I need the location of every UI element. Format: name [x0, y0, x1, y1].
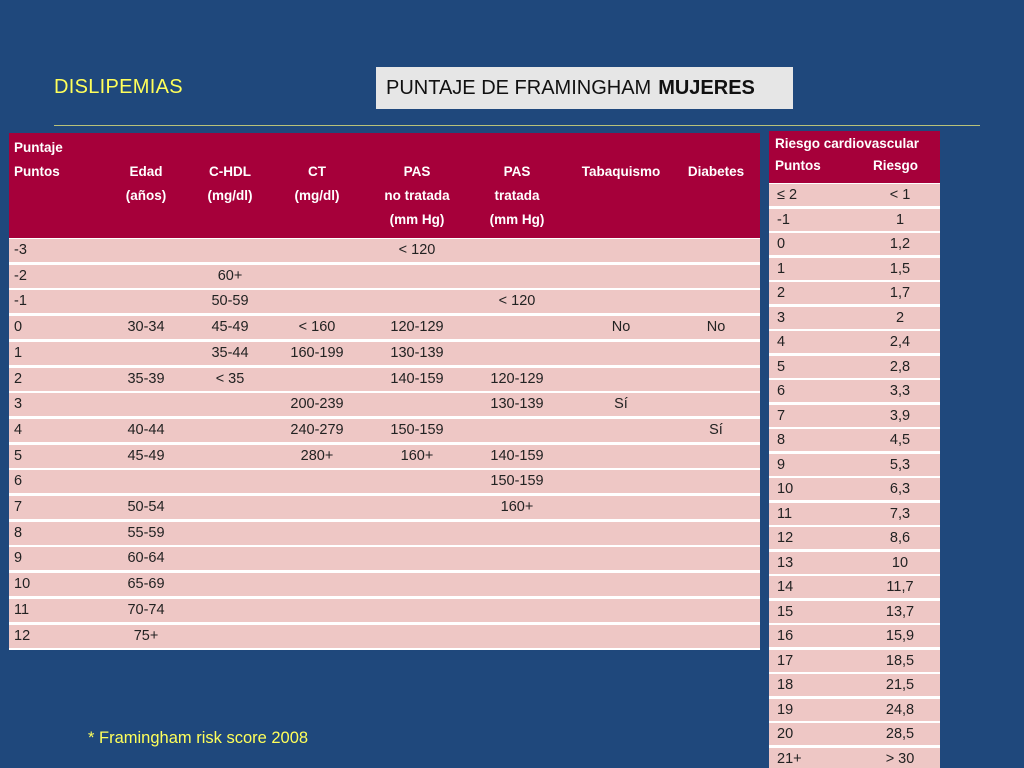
cell-ct: 240-279	[290, 421, 344, 438]
cell-risk-riesgo: < 1	[889, 187, 911, 203]
table-row	[769, 282, 940, 304]
cell-diabetes: Sí	[709, 421, 723, 438]
cell-ct: 280+	[300, 447, 334, 464]
cell-tabaquismo: No	[611, 319, 631, 336]
cell-pas-tratada: 120-129	[490, 370, 544, 387]
cell-risk-puntos: 6	[777, 383, 786, 399]
cell-edad: 70-74	[127, 601, 165, 618]
cell-edad: 60-64	[127, 550, 165, 567]
table-row	[769, 454, 940, 476]
header-pas-tratada-sub: tratada	[494, 188, 540, 203]
cell-chdl: 35-44	[211, 344, 249, 361]
cell-pas-tratada: 160+	[500, 499, 534, 515]
cell-edad: 50-54	[127, 499, 165, 515]
cell-risk-puntos: 7	[777, 407, 786, 424]
cell-puntos: 2	[14, 370, 23, 387]
cell-pas-no-tratada: < 120	[398, 242, 436, 258]
table-row	[9, 290, 760, 313]
table-row	[9, 368, 760, 391]
table-row	[769, 601, 940, 623]
header-tabaquismo: Tabaquismo	[581, 164, 661, 179]
title-divider	[54, 125, 980, 126]
cell-puntos: 9	[14, 550, 23, 567]
cell-puntos: 8	[14, 524, 23, 541]
header-pas-no-tratada: PAS	[403, 164, 431, 179]
table-row	[769, 233, 940, 255]
cell-puntos: 11	[14, 601, 30, 618]
cell-tabaquismo: Sí	[614, 396, 628, 413]
cell-edad: 40-44	[127, 421, 165, 438]
header-pas-tratada-unit: (mm Hg)	[489, 212, 545, 227]
slide-title: DISLIPEMIAS	[54, 76, 183, 98]
table-row	[769, 307, 940, 329]
cell-risk-riesgo: 28,5	[885, 726, 915, 742]
cell-risk-puntos: 20	[777, 726, 794, 742]
cell-risk-puntos: -1	[777, 211, 790, 228]
cell-risk-puntos: ≤ 2	[777, 187, 798, 203]
header-puntaje: Puntaje	[14, 140, 63, 155]
cell-risk-puntos: 19	[777, 701, 794, 718]
cell-risk-riesgo: 2,4	[889, 334, 911, 350]
table-row	[769, 380, 940, 402]
cell-risk-riesgo: 18,5	[885, 652, 915, 669]
cell-risk-puntos: 21+	[777, 750, 802, 767]
cell-ct: 160-199	[290, 344, 344, 361]
table-row	[769, 650, 940, 672]
table-row	[9, 265, 760, 288]
table-row	[769, 184, 940, 206]
cell-pas-tratada: 130-139	[490, 396, 544, 413]
table-row	[769, 258, 940, 280]
table-row	[769, 429, 940, 451]
header-risk-riesgo: Riesgo	[873, 158, 919, 173]
table-row	[9, 316, 760, 339]
footnote: * Framingham risk score 2008	[88, 729, 309, 747]
cell-puntos: -3	[14, 242, 27, 258]
table-row	[769, 209, 940, 231]
cell-edad: 75+	[133, 627, 159, 644]
cell-pas-tratada: 150-159	[490, 473, 544, 490]
cell-risk-puntos: 3	[777, 309, 786, 326]
header-ct-unit: (mg/dl)	[294, 188, 340, 203]
cell-edad: 30-34	[127, 319, 165, 336]
cell-edad: 45-49	[127, 447, 165, 464]
cell-risk-riesgo: 24,8	[885, 701, 915, 718]
cell-puntos: 5	[14, 447, 23, 464]
cell-risk-riesgo: 3,9	[889, 407, 911, 424]
table-row	[9, 547, 760, 570]
cell-risk-riesgo: 1	[895, 211, 905, 228]
cell-puntos: -2	[14, 267, 27, 284]
cell-puntos: 4	[14, 421, 23, 438]
header-pas-no-tratada-unit: (mm Hg)	[389, 212, 445, 227]
cell-risk-puntos: 4	[777, 334, 786, 350]
cell-risk-riesgo: 4,5	[889, 432, 911, 448]
risk-table-header	[769, 131, 940, 183]
cell-puntos: 1	[14, 344, 23, 361]
table-row	[769, 331, 940, 353]
cell-risk-puntos: 11	[777, 505, 793, 522]
cell-ct: < 160	[298, 319, 336, 336]
cell-risk-puntos: 8	[777, 432, 786, 448]
table-row	[769, 503, 940, 525]
cell-diabetes: No	[706, 319, 726, 336]
cell-risk-puntos: 17	[777, 652, 794, 669]
table-row	[769, 723, 940, 745]
cell-pas-no-tratada: 140-159	[390, 370, 444, 387]
cell-risk-puntos: 12	[777, 530, 794, 546]
table-row	[9, 445, 760, 468]
cell-puntos: -1	[14, 293, 27, 310]
cell-risk-riesgo: 7,3	[889, 505, 911, 522]
cell-puntos: 7	[14, 499, 23, 515]
table-row	[9, 470, 760, 493]
cell-risk-riesgo: 5,3	[889, 456, 911, 473]
cell-puntos: 10	[14, 576, 31, 593]
table-row	[769, 405, 940, 427]
cell-edad: 55-59	[127, 524, 165, 541]
cell-risk-puntos: 18	[777, 677, 794, 693]
cell-edad: 35-39	[127, 370, 165, 387]
table-row	[769, 748, 940, 768]
cell-risk-riesgo: 2,8	[889, 358, 911, 375]
points-table-header	[9, 133, 760, 238]
header-pas-tratada: PAS	[503, 164, 531, 179]
cell-chdl: 60+	[217, 267, 243, 284]
cell-risk-riesgo: 8,6	[889, 530, 911, 546]
header-risk-puntos: Puntos	[775, 158, 821, 173]
cell-risk-riesgo: 21,5	[885, 677, 915, 693]
cell-risk-puntos: 10	[777, 481, 794, 497]
cell-puntos: 3	[14, 396, 23, 413]
cell-risk-riesgo: 15,9	[885, 628, 915, 644]
table-row	[769, 576, 940, 598]
cell-pas-tratada: < 120	[498, 293, 536, 310]
table-row	[9, 496, 760, 519]
cell-puntos: 6	[14, 473, 23, 490]
cell-chdl: 45-49	[211, 319, 249, 336]
cell-risk-puntos: 1	[777, 260, 786, 277]
header-riesgo-cardiovascular: Riesgo cardiovascular	[775, 136, 920, 151]
cell-puntos: 0	[14, 319, 23, 336]
header-edad: Edad	[129, 164, 163, 179]
table-heading	[376, 67, 793, 109]
cell-risk-riesgo: 1,2	[889, 236, 911, 252]
table-row	[9, 573, 760, 596]
cell-edad: 65-69	[127, 576, 165, 593]
cell-risk-puntos: 5	[777, 358, 786, 375]
header-ct: CT	[308, 164, 326, 179]
cardiovascular-risk-table	[769, 131, 940, 768]
cell-pas-no-tratada: 150-159	[390, 421, 444, 438]
cell-risk-riesgo: 13,7	[885, 603, 915, 620]
table-row	[9, 239, 760, 262]
cell-risk-riesgo: 1,7	[889, 285, 911, 301]
table-row	[769, 674, 940, 696]
table-row	[769, 552, 940, 574]
table-row	[769, 625, 940, 647]
table-row	[769, 356, 940, 378]
cell-risk-riesgo: 1,5	[889, 260, 911, 277]
cell-risk-riesgo: 6,3	[889, 481, 911, 497]
cell-puntos: 12	[14, 627, 31, 644]
cell-ct: 200-239	[290, 396, 344, 413]
cell-risk-riesgo: 3,3	[889, 383, 911, 399]
cell-risk-puntos: 16	[777, 628, 794, 644]
cell-risk-riesgo: 11,7	[886, 579, 914, 595]
header-edad-unit: (años)	[125, 188, 167, 203]
table-row	[9, 419, 760, 442]
cell-risk-puntos: 2	[777, 285, 786, 301]
cell-risk-puntos: 9	[777, 456, 786, 473]
table-row	[769, 699, 940, 721]
cell-pas-no-tratada: 160+	[400, 447, 434, 464]
table-row	[9, 599, 760, 622]
header-puntos: Puntos	[14, 164, 60, 179]
table-row	[769, 527, 940, 549]
cell-pas-no-tratada: 120-129	[390, 319, 444, 336]
table-row	[9, 342, 760, 365]
cell-pas-no-tratada: 130-139	[390, 344, 444, 361]
header-diabetes: Diabetes	[687, 164, 745, 179]
header-pas-no-tratada-sub: no tratada	[384, 188, 450, 203]
table-row	[9, 522, 760, 545]
cell-risk-puntos: 13	[777, 554, 794, 571]
header-chdl-unit: (mg/dl)	[207, 188, 253, 203]
table-row	[769, 478, 940, 500]
cell-risk-riesgo: 2	[895, 309, 905, 326]
cell-chdl: 50-59	[211, 293, 249, 310]
table-row	[9, 393, 760, 416]
heading-emphasis: MUJERES	[658, 76, 755, 99]
cell-risk-puntos: 0	[777, 236, 786, 252]
heading-prefix: PUNTAJE DE FRAMINGHAM	[386, 76, 652, 99]
cell-chdl: < 35	[215, 370, 245, 387]
table-row	[9, 625, 760, 648]
cell-risk-riesgo: 10	[891, 554, 909, 571]
header-chdl: C-HDL	[209, 164, 251, 179]
cell-risk-riesgo: > 30	[885, 750, 915, 767]
cell-risk-puntos: 14	[777, 579, 794, 595]
framingham-points-table	[9, 133, 760, 650]
cell-pas-tratada: 140-159	[490, 447, 544, 464]
cell-risk-puntos: 15	[777, 603, 794, 620]
